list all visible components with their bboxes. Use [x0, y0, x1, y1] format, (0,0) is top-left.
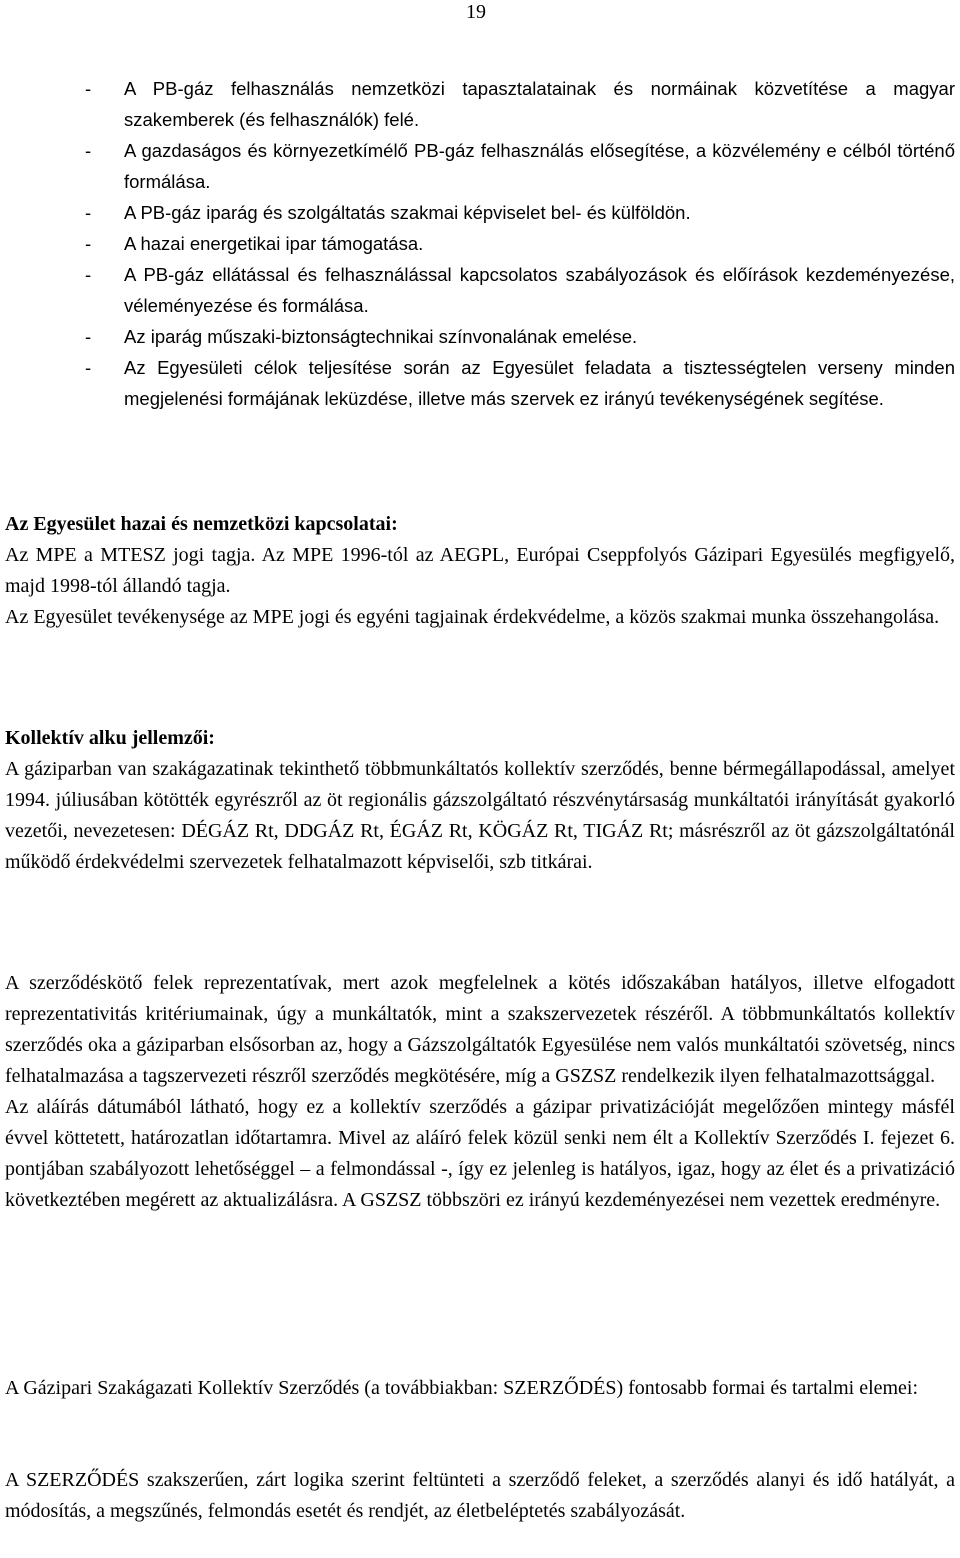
bullet-text: A PB-gáz iparág és szolgáltatás szakmai képviselet bel- és külföldön. — [124, 202, 691, 223]
bullet-dash: - — [85, 233, 92, 254]
bullet-text: Az Egyesületi célok teljesítése során az Egyesület feladata a tisztességtelen verseny minden megjelenési formájának leküzdése, illetve más szervek ez irányú tevékenységének segítése. — [124, 357, 955, 409]
list-item — [5, 197, 955, 228]
bullet-dash: - — [85, 264, 92, 285]
bullet-dash: - — [85, 202, 92, 223]
page-number: 19 — [466, 1, 486, 23]
elements-paragraph: A Gázipari Szakágazati Kollektív Szerződés (a továbbiakban: SZERZŐDÉS) fontosabb formai és tartalmi elemei: — [5, 1377, 919, 1399]
bullet-dash: - — [85, 326, 92, 347]
bullet-dash: - — [85, 140, 92, 161]
bullet-text: A PB-gáz ellátással és felhasználással kapcsolatos szabályozások és előírások kezdeményezése, véleményezése és formálása. — [124, 264, 955, 316]
relations-section — [5, 509, 955, 633]
contract-paragraph: A SZERZŐDÉS szakszerűen, zárt logika szerint feltünteti a szerződő feleket, a szerződés alanyi és idő hatályát, a módosítás, a megszűnés, felmondás esetét és rendjét, az életbeléptetés szabályozását. — [5, 1469, 955, 1522]
contract-section — [5, 1465, 955, 1527]
list-item — [5, 259, 955, 321]
list-item — [5, 135, 955, 197]
parties-paragraph-2: Az aláírás dátumából látható, hogy ez a kollektív szerződés a gázipar privatizációját megelőzően mintegy másfél évvel köttetett, határozatlan időtartamra. Mivel az aláíró felek közül senki nem élt a Kollektív Szerződés I. fejezet 6. pontjában szabályozott lehetőséggel – a felmondással -, így ez jelenleg is hatályos, igaz, hogy az élet és a privatizáció következtében megérett az aktualizálásra. A GSZSZ többszöri ez irányú kezdeményezései nem vezettek eredményre. — [5, 1096, 955, 1211]
bargain-heading: Kollektív alku jellemzői: — [5, 727, 215, 749]
relations-paragraph-1: Az MPE a MTESZ jogi tagja. Az MPE 1996-tól az AEGPL, Európai Cseppfolyós Gázipari Egyesülés megfigyelő, majd 1998-tól állandó tagja. — [5, 544, 955, 597]
list-item — [5, 73, 955, 135]
bullet-text: Az iparág műszaki-biztonságtechnikai színvonalának emelése. — [124, 326, 638, 347]
bullet-text: A PB-gáz felhasználás nemzetközi tapasztalatainak és normáinak közvetítése a magyar szakemberek (és felhasználók) felé. — [124, 78, 955, 130]
bargain-paragraph: A gáziparban van szakágazatinak tekinthető többmunkáltatós kollektív szerződés, benne bérmegállapodással, amelyet 1994. júliusában kötötték egyrészről az öt regionális gázszolgáltató részvénytársaság munkáltatói irányítását gyakorló vezetői, nevezetesen: DÉGÁZ Rt, DDGÁZ Rt, ÉGÁZ Rt, KÖGÁZ Rt, TIGÁZ Rt; másrészről az öt gázszolgáltatónál működő érdekvédelmi szervezetek felhatalmazott képviselői, szb titkárai. — [5, 758, 955, 873]
relations-heading: Az Egyesület hazai és nemzetközi kapcsolatai: — [5, 513, 398, 535]
list-item — [5, 321, 955, 352]
list-item — [5, 352, 955, 414]
relations-paragraph-2: Az Egyesület tevékenysége az MPE jogi és egyéni tagjainak érdekvédelme, a közös szakmai munka összehangolása. — [5, 606, 940, 628]
bullet-text: A gazdaságos és környezetkímélő PB-gáz felhasználás elősegítése, a közvélemény e célból történő formálása. — [124, 140, 955, 192]
goals-bullet-list — [5, 73, 955, 414]
parties-paragraph-1: A szerződéskötő felek reprezentatívak, mert azok megfelelnek a kötés időszakában hatályos, illetve elfogadott reprezentativitás kritériumainak, úgy a munkáltatók, mint a szakszervezetek részéről. A többmunkáltatós kollektív szerződés oka a gáziparban elsősorban az, hogy a Gázszolgáltatók Egyesülése nem valós munkáltatói szövetség, nincs felhatalmazása a tagszervezeti részről szerződés megkötésére, míg a GSZSZ rendelkezik ilyen felhatalmazottsággal. — [5, 972, 955, 1087]
list-item — [5, 228, 955, 259]
parties-section — [5, 968, 955, 1216]
elements-section — [5, 1373, 955, 1404]
bargain-section — [5, 723, 955, 878]
bullet-dash: - — [85, 357, 92, 378]
bullet-text: A hazai energetikai ipar támogatása. — [124, 233, 424, 254]
bullet-dash: - — [85, 78, 92, 99]
